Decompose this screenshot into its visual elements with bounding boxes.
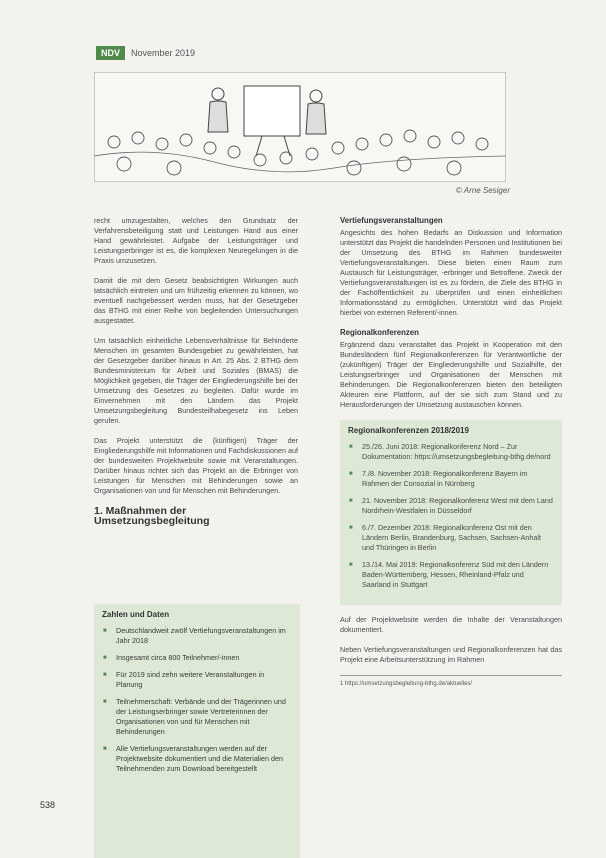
- list-item: ■ Deutschlandweit zwölf Vertiefungsveranstaltungen im Jahr 2018: [112, 626, 292, 646]
- regional-heading: Regionalkonferenzen: [340, 328, 419, 337]
- regional-box: [340, 420, 562, 605]
- paragraph: Neben Vertiefungsveranstaltungen und Regionalkonferenzen hat das Projekt eine Arbeitsunterstützung im Rahmen: [340, 645, 562, 664]
- paragraph: Angesichts des hohen Bedarfs an Diskussion und Information unterstützt das Projekt die handelnden Personen und Institutionen bei der Umsetzung des BTHG im Rahmen bundesweiter Vertiefungsveranstaltungen. Diese bieten einen Raum zum Austausch für Leistungsträger, -erbringer und Betroffene. Zweck der Vertiefungsveranstaltungen ist es zu fördern, die Ziele des BTHG in der Fachöffentlichkeit zu überprüfen und einen einheitlichen Informationsstand zu ermöglichen. Unterstützt wird das Projekt hierbei von externen Referent/-innen.: [340, 228, 562, 317]
- facts-box-title: Zahlen und Daten: [102, 610, 170, 619]
- left-column: [94, 216, 298, 538]
- list-item: ■ Für 2019 sind zehn weitere Veranstaltungen in Planung: [112, 670, 292, 690]
- list-item: ■ 21. November 2018: Regionalkonferenz West mit dem Land Nordrhein-Westfalen in Düsseldorf: [358, 496, 554, 516]
- page-header: [96, 46, 195, 60]
- list-item: ■ 7./8. November 2018: Regionalkonferenz Bayern im Rahmen der Consozial in Nürnberg: [358, 469, 554, 489]
- right-column: [340, 216, 562, 689]
- facts-box: [94, 604, 300, 858]
- list-item: ■ 13./14. Mai 2019: Regionalkonferenz Süd mit den Ländern Baden-Württemberg, Hessen, Rheinland-Pfalz und Saarland in Stuttgart: [358, 560, 554, 590]
- conference-illustration: [94, 72, 506, 182]
- regional-box-title: Regionalkonferenzen 2018/2019: [348, 426, 469, 435]
- list-item: ■ 6./7. Dezember 2018: Regionalkonferenz Ost mit den Ländern Berlin, Brandenburg, Sachsen, Sachsen-Anhalt und Thüringen in Berlin: [358, 523, 554, 553]
- paragraph: Auf der Projektwebsite werden die Inhalte der Veranstaltungen dokumentiert.: [340, 615, 562, 634]
- list-item: ■ Teilnehmerschaft: Verbände und der Trägerinnen und der Leistungserbringer sowie Vertreterinnen der Organisationen von und für Menschen mit Behinderungen: [112, 697, 292, 737]
- footnote: 1 https://umsetzungsbegleitung-bthg.de/aktuelles/: [340, 675, 562, 689]
- paragraph: Um tatsächlich einheitliche Lebensverhältnisse für Behinderte Menschen im gesamten Bundesgebiet zu gewährleisten, hat der Gesetzgeber darüber hinaus in Art. 25 Abs. 2 BTHG dem Bundesministerium für Arbeit und Soziales (BMAS) die Möglichkeit gegeben, die Träger der Eingliederungshilfe bei der Umsetzung des Gesetzes zu begleiten. Dafür wurde im Einvernehmen mit den Ländern das Projekt Umsetzungsbegleitung Bundesteilhabegesetz ins Leben gerufen.: [94, 336, 298, 425]
- list-item: ■ Insgesamt circa 800 Teilnehmer/-innen: [112, 653, 292, 663]
- section-heading: 1. Maßnahmen der Umsetzungsbegleitung: [94, 505, 210, 527]
- paragraph: Ergänzend dazu veranstaltet das Projekt in Kooperation mit den Bundesländern fünf Regionalkonferenzen für Verantwortliche der (zukünftigen) Träger der Eingliederungshilfe und Sozialhilfe, der Leistungserbringer und Organisationen der Menschen mit Behinderungen. Die Regionalkonferenzen bieten den beteiligten Akteuren eine Plattform, auf der sie sich zum Stand und zu Herausforderungen der Umsetzung austauschen können.: [340, 340, 562, 409]
- paragraph: recht umzugestalten, welches den Grundsatz der Verfahrensbeteiligung statt und Leistungen Hand aus einer Hand gewährleistet. Aufgabe der Leistungsträger und Leistungserbringer ist es, die komplexen Neuregelungen in die Praxis umzusetzen.: [94, 216, 298, 265]
- issue-date: November 2019: [131, 48, 196, 58]
- paragraph: Damit die mit dem Gesetz beabsichtigten Wirkungen auch tatsächlich eintreten und um frühzeitig erkennen zu können, wo eventuell nachgebessert werden muss, hat der Gesetzgeber das BTHG mit einer Reihe von begleitenden Untersuchungen ausgestattet.: [94, 276, 298, 325]
- list-item: ■ 25./26. Juni 2018: Regionalkonferenz Nord – Zur Dokumentation: https://umsetzungsbegleitung-bthg.de/nord: [358, 442, 554, 462]
- page-number: 538: [40, 800, 56, 810]
- list-item: ■ Alle Vertiefungsveranstaltungen werden auf der Projektwebsite dokumentiert und die Materialien den Teilnehmenden zum Download bereitgestellt: [112, 744, 292, 774]
- paragraph: Das Projekt unterstützt die (künftigen) Träger der Eingliederungshilfe mit Informationen und Fachdiskussionen auf der bundesweiten Projektwebsite sowie mit Veranstaltungen. Darüber hinaus richtet sich das Projekt an die Erbringer von Leistungen für Menschen mit Behinderungen sowie an Organisationen von und für Menschen mit Behinderungen.: [94, 436, 298, 495]
- illustration-credit: © Arne Sesiger: [455, 186, 510, 195]
- journal-badge: NDV: [96, 46, 125, 60]
- vertiefung-heading: Vertiefungsveranstaltungen: [340, 216, 443, 225]
